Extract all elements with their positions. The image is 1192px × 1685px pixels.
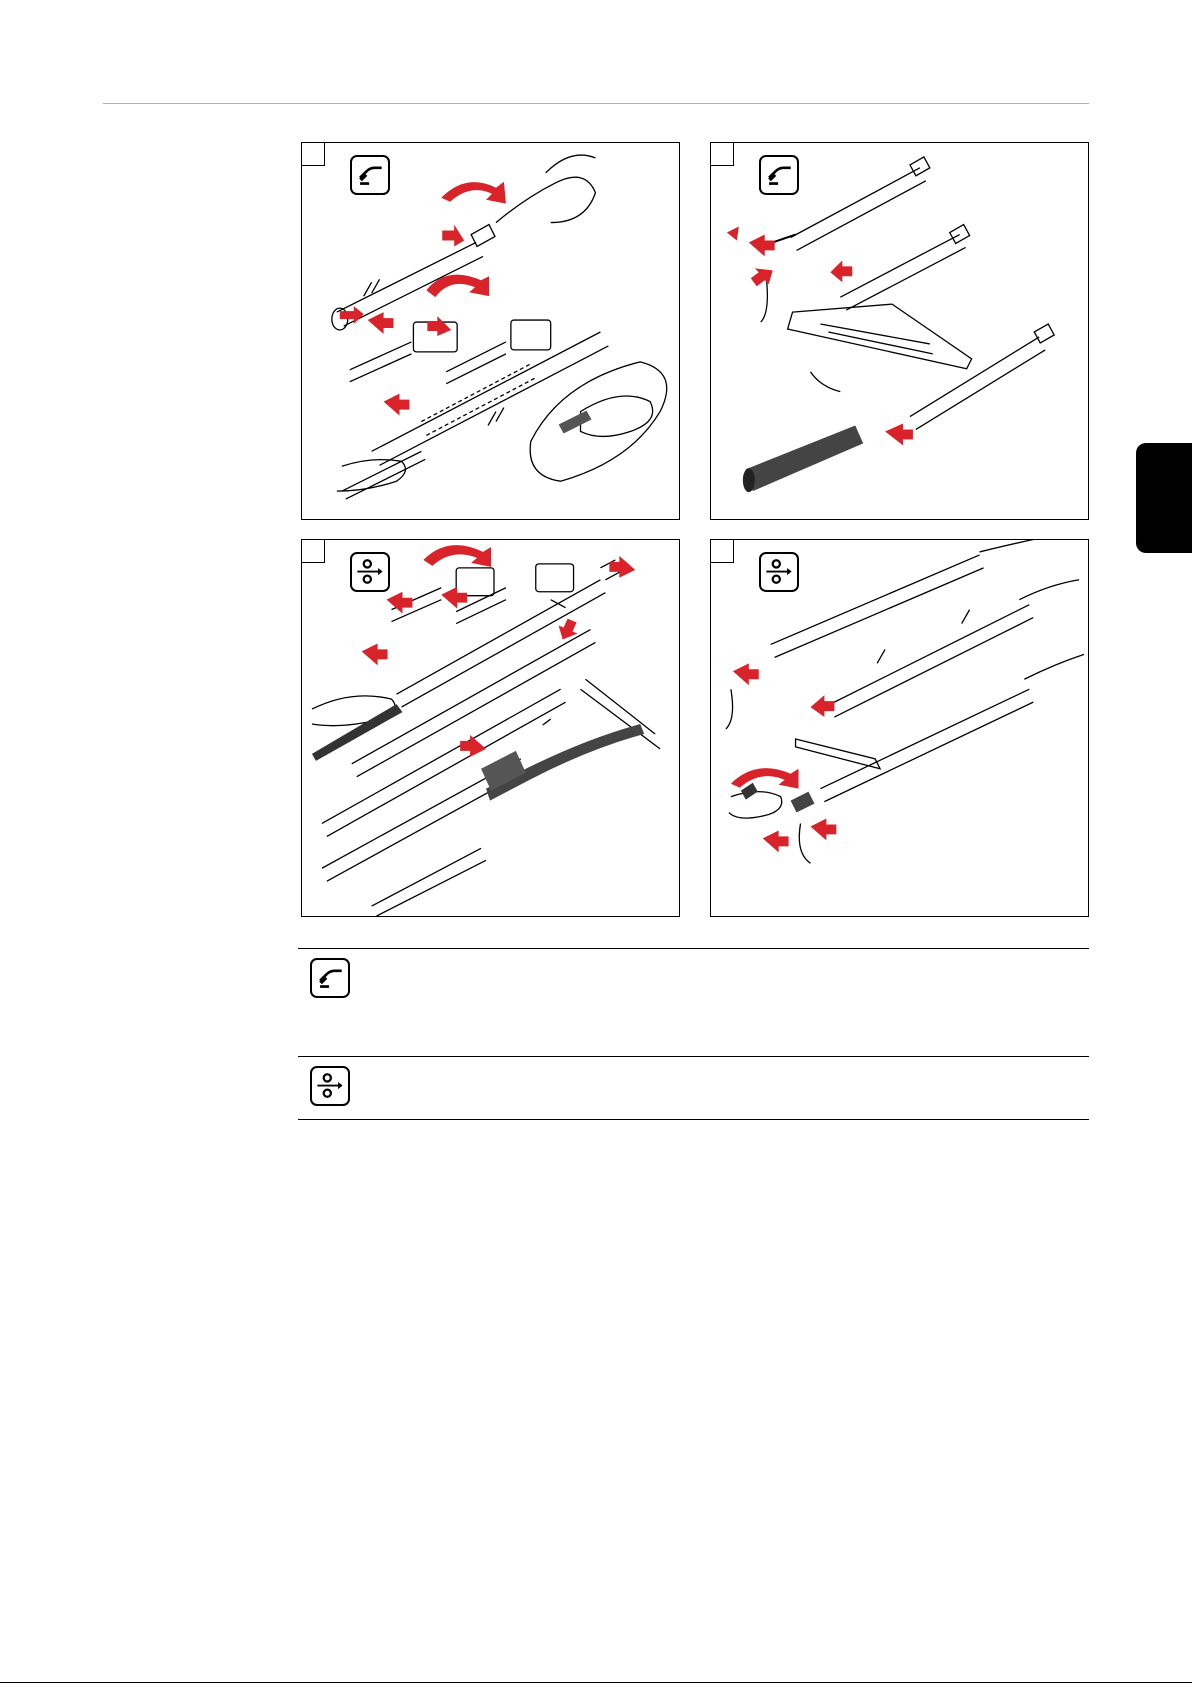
torch-liner-removal-illustration <box>302 143 679 519</box>
wire-feeder-icon <box>350 552 390 592</box>
icon-legend <box>298 948 1089 1120</box>
instruction-panel-2 <box>710 142 1089 520</box>
step-number-4 <box>711 540 734 563</box>
instruction-panel-4 <box>710 539 1089 917</box>
liner-cutting-illustration <box>711 143 1088 519</box>
welding-torch-icon <box>350 155 390 195</box>
welding-torch-icon <box>759 155 799 195</box>
welding-torch-icon <box>310 958 350 998</box>
step-number-2 <box>711 143 734 166</box>
header-rule <box>103 103 1089 104</box>
legend-row-torch <box>298 948 1089 1056</box>
wire-feeder-icon <box>759 552 799 592</box>
footer-rule <box>0 1682 1192 1683</box>
chapter-side-tab <box>1136 443 1192 553</box>
wire-feeder-icon <box>310 1066 350 1106</box>
step-number-1 <box>302 143 325 166</box>
instruction-panel-3 <box>301 539 680 917</box>
step-number-3 <box>302 540 325 563</box>
wire-feeder-liner-cutting-illustration <box>711 540 1088 916</box>
instruction-panel-1 <box>301 142 680 520</box>
legend-row-wire-feeder <box>298 1056 1089 1120</box>
wire-feeder-liner-illustration <box>302 540 679 916</box>
